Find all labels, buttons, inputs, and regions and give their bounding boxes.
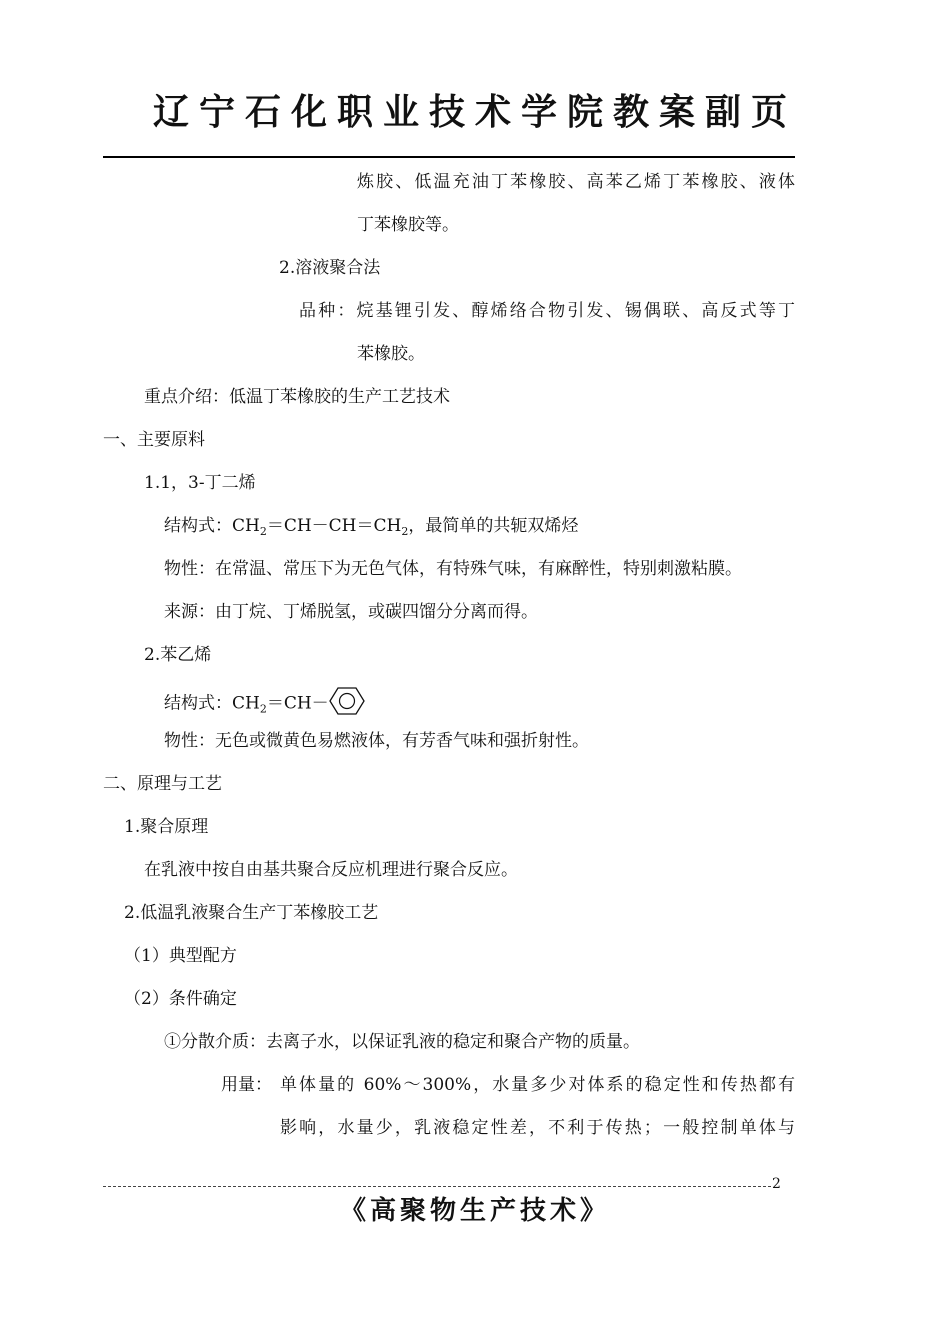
body-line: 重点介绍：低温丁苯橡胶的生产工艺技术 xyxy=(144,387,450,407)
formula-subscript: 2 xyxy=(259,702,267,716)
section-heading: 2.溶液聚合法 xyxy=(279,258,381,278)
formula-text: ＝CH－CH＝CH xyxy=(266,516,402,536)
formula-text: ，最简单的共轭双烯烃 xyxy=(408,516,579,536)
section-heading: 2.苯乙烯 xyxy=(144,645,212,665)
formula-subscript: 2 xyxy=(259,525,267,538)
benzene-ring-icon xyxy=(329,686,365,722)
body-label: 用量： xyxy=(221,1075,272,1095)
formula-text: 结构式：CH xyxy=(164,516,260,536)
body-line: 影响，水量少，乳液稳定性差，不利于传热；一般控制单体与 xyxy=(280,1118,795,1138)
section-heading: （1）典型配方 xyxy=(124,946,237,966)
section-heading: 2.低温乳液聚合生产丁苯橡胶工艺 xyxy=(124,903,379,923)
body-line: 物性：无色或微黄色易燃液体，有芳香气味和强折射性。 xyxy=(164,731,589,751)
page-number: 2 xyxy=(772,1176,781,1192)
body-line: 炼胶、低温充油丁苯橡胶、高苯乙烯丁苯橡胶、液体 xyxy=(357,172,795,192)
section-heading: 1.聚合原理 xyxy=(124,817,209,837)
page-header-title: 辽宁石化职业技术学院教案副页 xyxy=(152,91,797,133)
section-heading: （2）条件确定 xyxy=(124,989,237,1009)
body-line: 单体量的 60%～300%，水量多少对体系的稳定性和传热都有 xyxy=(280,1075,795,1095)
body-line: ①分散介质：去离子水，以保证乳液的稳定和聚合产物的质量。 xyxy=(164,1032,640,1052)
body-line: 丁苯橡胶等。 xyxy=(357,215,459,235)
body-line: 物性：在常温、常压下为无色气体，有特殊气味，有麻醉性，特别刺激粘膜。 xyxy=(164,559,742,579)
formula-subscript: 2 xyxy=(401,525,409,538)
section-heading: 一、主要原料 xyxy=(103,430,205,450)
structural-formula xyxy=(164,515,578,537)
footer-rule xyxy=(103,1186,771,1187)
body-line: 在乳液中按自由基共聚合反应机理进行聚合反应。 xyxy=(144,860,518,880)
formula-text: 结构式：CH xyxy=(164,693,260,714)
body-line: 来源：由丁烷、丁烯脱氢，或碳四馏分分离而得。 xyxy=(164,602,538,622)
section-heading: 二、原理与工艺 xyxy=(103,774,222,794)
formula-text: ＝CH－ xyxy=(266,693,329,714)
body-line: 品种：烷基锂引发、醇烯络合物引发、锡偶联、高反式等丁 xyxy=(299,301,795,321)
section-heading: 1.1，3-丁二烯 xyxy=(144,473,256,493)
structural-formula xyxy=(164,686,365,722)
footer-course-title: 《高聚物生产技术》 xyxy=(339,1196,610,1226)
header-rule xyxy=(103,156,795,158)
body-line: 苯橡胶。 xyxy=(357,344,425,364)
